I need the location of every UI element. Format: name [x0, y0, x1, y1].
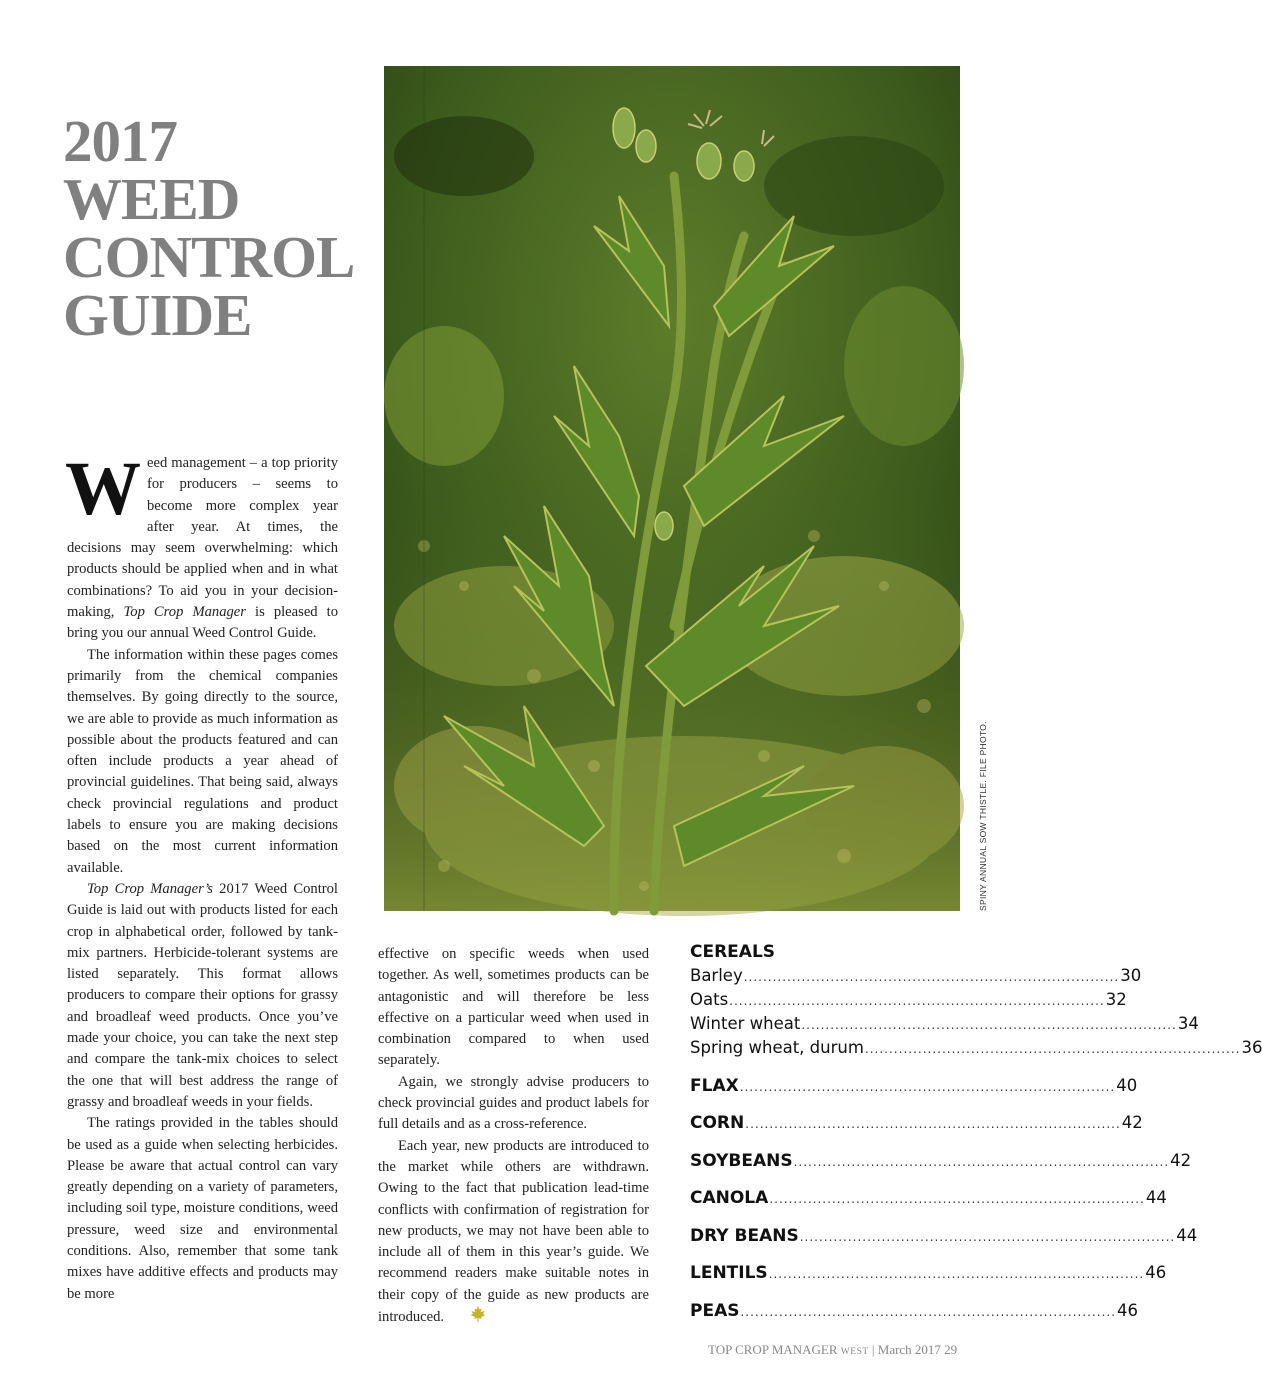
paragraph: The information within these pages comes primarily from the chemical companies themselves. By going directly to the source, we are able to provide as much information as possible about the products featured and can often include products a year ahead of provincial guidelines. That being said, always check provincial regulations and product labels to ensure you are making decisions based on the most current information available.	[67, 646, 338, 876]
paragraph: Top Crop Manager’s 2017 Weed Control Guide is laid out with products listed for each crop in alphabetical order, followed by tank-mix partners. Herbicide-tolerant systems are listed separately. This format allows producers to compare their options for grassy and broadleaf weed products. Once you’ve made your choice, you can take the next step and compare the tank-mix choices to select the one that will best address the range of grassy and broadleaf weeds in your fields.	[67, 880, 338, 1110]
photo-credit: SPINY ANNUAL SOW THISTLE. FILE PHOTO.	[978, 721, 988, 911]
title-line: WEED	[63, 166, 240, 232]
toc-item-corn[interactable]: CORN .............................................................................. 42	[690, 1113, 1143, 1133]
title-line: CONTROL	[63, 224, 355, 290]
toc-item-peas[interactable]: PEAS .............................................................................. 46	[690, 1300, 1139, 1321]
article-column-1	[65, 447, 339, 1305]
title-line: 2017	[63, 108, 177, 174]
toc-item-dry-beans[interactable]: DRY BEANS .............................................................................. 44	[690, 1225, 1198, 1246]
thistle-photo	[384, 66, 960, 911]
page-title	[63, 108, 373, 348]
article-column-2	[378, 944, 649, 1329]
paragraph: Each year, new products are introduced to the market while others are withdrawn. Owing to the fact that publication lead-time conflicts with confirmation of registration for new products, we may not have been able to include all of them in this year’s guide. We recommend readers make suitable notes in their copy of the guide as new products are introduced.	[378, 1136, 649, 1330]
issue-info: | March 2017 29	[871, 1342, 958, 1357]
toc-item-canola[interactable]: CANOLA .............................................................................. 44	[690, 1188, 1167, 1208]
toc-item-flax[interactable]: FLAX .............................................................................. 40	[690, 1075, 1138, 1096]
paragraph: The ratings provided in the tables should be used as a guide when selecting herbicides. Please be aware that actual control can vary greatly depending on a variety of parameters, including soil type, moisture conditions, weed pressure, weed size and environmental conditions. Also, remember that some tank mixes have additive effects and products may be more	[67, 1115, 338, 1302]
toc-heading-cereals: CEREALS	[690, 942, 776, 962]
paragraph: Weed management – a top priority for producers – seems to become more complex year after year. At times, the decisions may seem overwhelming: which products should be applied when and in what combinations? To aid you in your decision-making, Top Crop Manager is pleased to bring you our annual Weed Control Guide.	[65, 447, 339, 642]
page-footer	[708, 1342, 957, 1358]
table-of-contents	[690, 940, 1262, 1323]
magazine-name: TOP CROP MANAGER	[708, 1342, 838, 1357]
toc-item-spring-wheat[interactable]: Spring wheat, durum .............................................................................. 36	[690, 1038, 1262, 1057]
toc-item-oats[interactable]: Oats .............................................................................. 32	[690, 990, 1127, 1009]
toc-item-soybeans[interactable]: SOYBEANS .............................................................................. 42	[690, 1150, 1192, 1171]
title-line: GUIDE	[63, 282, 252, 348]
paragraph: effective on specific weeds when used together. As well, sometimes products can be antagonistic and will therefore be less effective on a particular weed when used in combination compared to when used separately.	[378, 946, 649, 1069]
toc-item-lentils[interactable]: LENTILS .............................................................................. 46	[690, 1263, 1167, 1283]
edition-label: WEST	[840, 1347, 869, 1357]
toc-item-winter-wheat[interactable]: Winter wheat .............................................................................. 34	[690, 1014, 1199, 1033]
maple-leaf-icon	[450, 1306, 486, 1329]
toc-item-barley[interactable]: Barley .............................................................................. 30	[690, 966, 1142, 985]
paragraph: Again, we strongly advise producers to check provincial guides and product labels for full details and as a cross-reference.	[378, 1073, 649, 1133]
drop-cap: W	[65, 447, 141, 531]
